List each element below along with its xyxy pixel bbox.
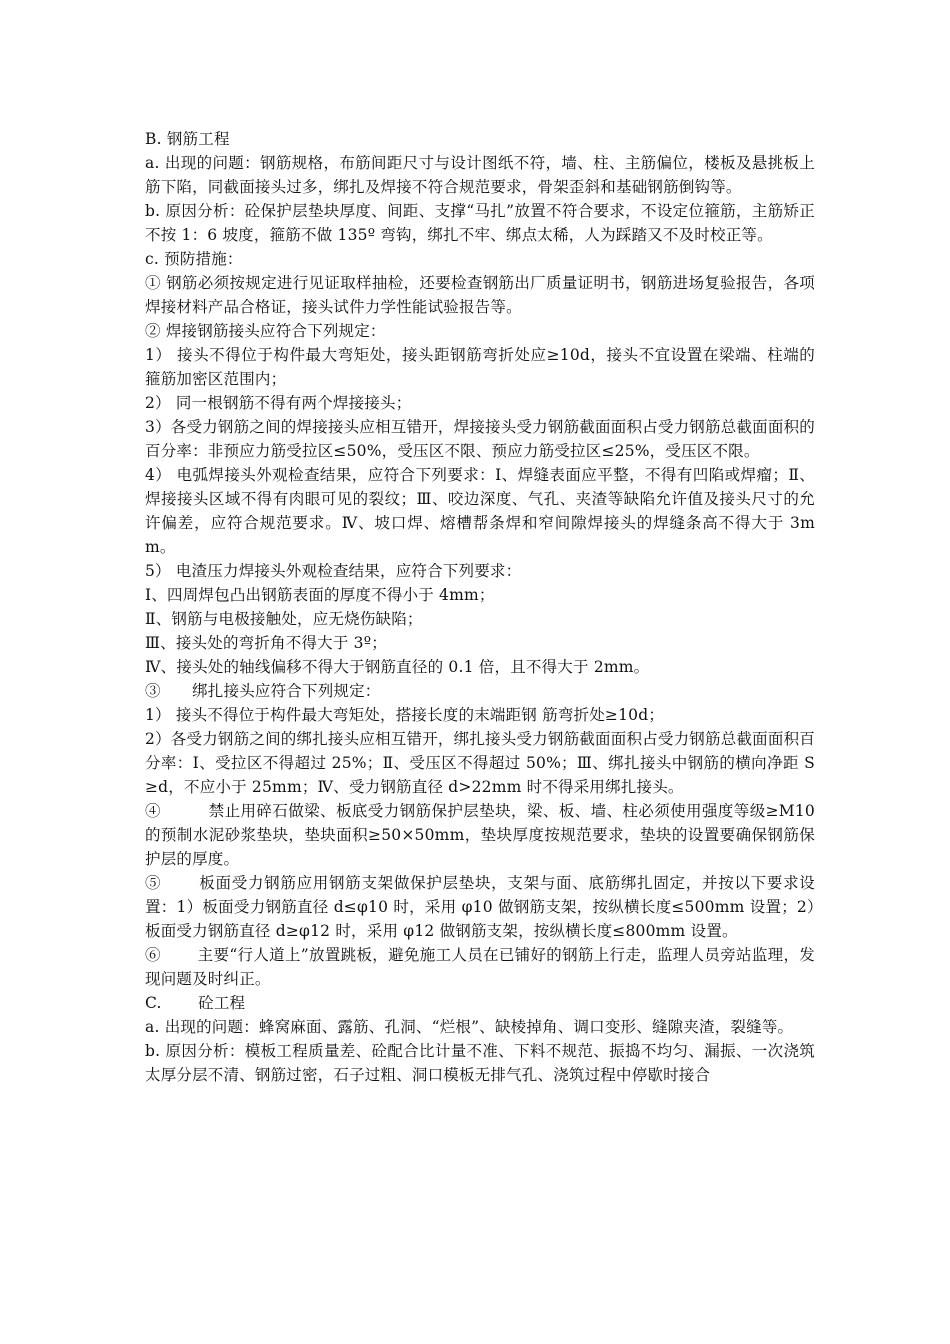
paragraph-measure-1: ① 钢筋必须按规定进行见证取样抽检，还要检查钢筋出厂质量证明书，钢筋进场复验报告，各项焊接材料产品合格证，接头试件力学性能试验报告等。	[145, 274, 815, 316]
paragraph-tie-rule-1: 1） 接头不得位于构件最大弯矩处，搭接长度的末端距钢 筋弯折处≥10d；	[145, 706, 665, 724]
paragraph-cause-analysis: b. 原因分析：砼保护层垫块厚度、间距、支撑“马扎”放置不符合要求，不设定位箍筋，主筋矫正不按 1：6 坡度，箍筋不做 135º 弯钩，绑扎不牢、绑点太稀，人为踩踏又不及时校正等。	[145, 202, 815, 244]
paragraph-electroslag-iii: Ⅲ、接头处的弯折角不得大于 3º；	[145, 634, 387, 652]
section-heading-rebar: B. 钢筋工程	[145, 130, 230, 148]
paragraph-concrete-causes: b. 原因分析：模板工程质量差、砼配合比计量不准、下料不规范、振捣不均匀、漏振、一次浇筑太厚分层不清、钢筋过密，石子过粗、洞口模板无排气孔、浇筑过程中停歇时接合	[145, 1042, 815, 1084]
document-body	[145, 127, 815, 1087]
paragraph-measure-5: ⑤ 板面受力钢筋应用钢筋支架做保护层垫块，支架与面、底筋绑扎固定，并按以下要求设置：1）板面受力钢筋直径 d≤φ10 时，采用 φ10 做钢筋支架，按纵横长度≤500mm 设置；2）板面受力钢筋直径 d≥φ12 时，采用 φ12 做钢筋支架，按纵横长度≤800mm 设置。	[145, 874, 815, 940]
paragraph-weld-rule-1: 1） 接头不得位于构件最大弯矩处，接头距钢筋弯折处应≥10d，接头不宜设置在梁端、柱端的箍筋加密区范围内；	[145, 346, 815, 388]
paragraph-weld-rule-2: 2） 同一根钢筋不得有两个焊接接头；	[145, 394, 412, 412]
paragraph-weld-rule-5: 5） 电渣压力焊接头外观检查结果，应符合下列要求：	[145, 562, 522, 580]
paragraph-concrete-problems: a. 出现的问题：蜂窝麻面、露筋、孔洞、“烂根”、缺棱掉角、调口变形、缝隙夹渣，裂缝等。	[145, 1018, 794, 1036]
paragraph-electroslag-ii: Ⅱ、钢筋与电极接触处，应无烧伤缺陷；	[145, 610, 423, 628]
paragraph-prevention-heading: c. 预防措施：	[145, 250, 243, 268]
paragraph-measure-6: ⑥ 主要“行人道上”放置跳板，避免施工人员在已铺好的钢筋上行走，监理人员旁站监理，发现问题及时纠正。	[145, 946, 815, 988]
paragraph-electroslag-i: Ⅰ、四周焊包凸出钢筋表面的厚度不得小于 4mm；	[145, 586, 495, 604]
paragraph-measure-4: ④ 禁止用碎石做梁、板底受力钢筋保护层垫块，梁、板、墙、柱必须使用强度等级≥M10 的预制水泥砂浆垫块，垫块面积≥50×50mm，垫块厚度按规范要求，垫块的设置要确保钢筋保护层的厚度。	[145, 802, 815, 868]
section-heading-concrete: C. 砼工程	[145, 994, 246, 1012]
paragraph-measure-2: ② 焊接钢筋接头应符合下列规定：	[145, 322, 386, 340]
paragraph-electroslag-iv: Ⅳ、接头处的轴线偏移不得大于钢筋直径的 0.1 倍，且不得大于 2mm。	[145, 658, 650, 676]
paragraph-weld-rule-3: 3）各受力钢筋之间的焊接接头应相互错开，焊接接头受力钢筋截面面积占受力钢筋总截面面积的百分率：非预应力筋受拉区≤50%，受压区不限、预应力筋受拉区≤25%，受压区不限。	[145, 418, 815, 460]
paragraph-problems: a. 出现的问题：钢筋规格，布筋间距尺寸与设计图纸不符，墙、柱、主筋偏位，楼板及悬挑板上筋下陷，同截面接头过多，绑扎及焊接不符合规范要求，骨架歪斜和基础钢筋倒钩等。	[145, 154, 815, 196]
paragraph-weld-rule-4: 4） 电弧焊接头外观检查结果，应符合下列要求：Ⅰ、焊缝表面应平整，不得有凹陷或焊瘤；Ⅱ、焊接接头区域不得有肉眼可见的裂纹；Ⅲ、咬边深度、气孔、夹渣等缺陷允许值及接头尺寸的允许偏差，应符合规范要求。Ⅳ、坡口焊、熔槽帮条焊和窄间隙焊接头的焊缝条高不得大于 3mm。	[145, 466, 815, 556]
paragraph-measure-3: ③ 绑扎接头应符合下列规定：	[145, 682, 381, 700]
paragraph-tie-rule-2: 2）各受力钢筋之间的绑扎接头应相互错开，绑扎接头受力钢筋截面面积占受力钢筋总截面面积百分率：Ⅰ、受拉区不得超过 25%；Ⅱ、受压区不得超过 50%；Ⅲ、绑扎接头中钢筋的横向净距 S≥d，不应小于 25mm；Ⅳ、受力钢筋直径 d>22mm 时不得采用绑扎接头。	[145, 730, 815, 796]
